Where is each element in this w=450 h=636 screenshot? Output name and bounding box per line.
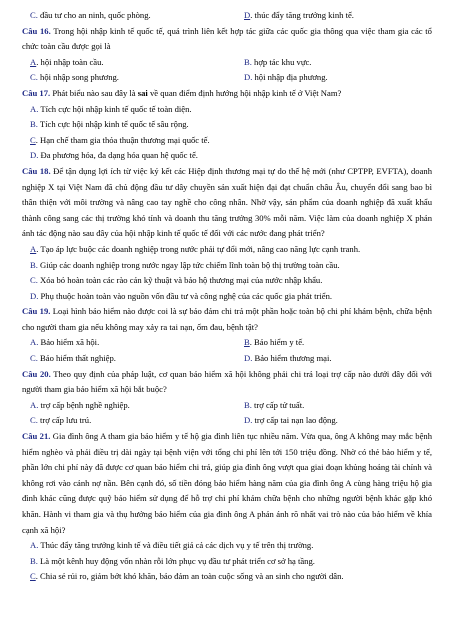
- option-c: C. Bảo hiểm thất nghiệp.: [30, 353, 116, 364]
- option-c: C. hội nhập song phương.: [30, 72, 119, 83]
- option-d: D. trợ cấp tai nạn lao động.: [244, 415, 338, 426]
- option-a: A. hội nhập toàn cầu.: [30, 56, 104, 67]
- option-a: A. trợ cấp bệnh nghề nghiệp.: [30, 399, 130, 410]
- question-21-option-b: B. Là một kênh huy động vốn nhàn rỗi lớn phục vụ đầu tư phát triển cơ sở hạ tầng.: [30, 555, 315, 566]
- question-20-options-ab: [22, 398, 432, 414]
- question-21-option-c: C. Chia sẻ rủi ro, giảm bớt khó khăn, bảo đảm an toàn cuộc sống và an sinh cho người dân.: [30, 571, 344, 582]
- question-18-option-a: A. Tạo áp lực buộc các doanh nghiệp trong nước phải tự đổi mới, nâng cao năng lực cạnh tranh.: [30, 243, 361, 254]
- question-18-option-d: D. Phụ thuộc hoàn toàn vào nguồn vốn đầu tư và công nghệ của các quốc gia phát triển.: [30, 290, 333, 301]
- option-d: D. thúc đẩy tăng trưởng kinh tế.: [244, 10, 354, 20]
- option-c: C. trợ cấp lưu trú.: [30, 415, 92, 426]
- question-17-option-a: A. Tích cực hội nhập kinh tế quốc tế toàn diện.: [30, 103, 192, 114]
- question-16-options-ab: [22, 55, 432, 71]
- document-page: [22, 8, 432, 585]
- question-17-option-b: B. Tích cực hội nhập kinh tế quốc tế sâu rộng.: [30, 119, 189, 130]
- question-16-options-cd: [22, 70, 432, 86]
- question-17-option-c: C. Hạn chế tham gia thỏa thuận thương mại quốc tế.: [30, 134, 210, 145]
- question-20-options-cd: [22, 413, 432, 429]
- option-b: B. hợp tác khu vực.: [244, 56, 312, 67]
- option-d: D. hội nhập địa phương.: [244, 72, 328, 83]
- prev-question-options-cd: [22, 8, 432, 24]
- question-18-option-b: B. Giúp các doanh nghiệp trong nước ngay lập tức chiếm lĩnh toàn bộ thị trường toàn cầu.: [30, 259, 340, 270]
- option-a: A. Bảo hiểm xã hội.: [30, 337, 100, 348]
- option-c: C. đầu tư cho an ninh, quốc phòng.: [30, 10, 151, 20]
- option-d: D. Bảo hiểm thương mại.: [244, 353, 332, 364]
- question-17-option-d: D. Đa phương hóa, đa dạng hóa quan hệ quốc tế.: [30, 150, 198, 161]
- question-21-stem: Câu 21. Gia đình ông A tham gia bảo hiểm y tế hộ gia đình liên tục nhiều năm. Vừa qua, ông A không may mắc bệnh hiểm nghèo và phải điều trị dài ngày tại bệnh viện với tổng chi phí lên tới 150 triệu đồng. Nhờ có thẻ bảo hiểm y tế, phần lớn chi phí này đã được cơ quan bảo hiểm chi trả, giúp gia đình ông vượt qua giai đoạn khủng hoảng tài chính và không rơi vào cảnh nợ nần. Bên cạnh đó, số tiền đóng bảo hiểm hàng năm của gia đình ông A cùng hàng triệu hộ gia đình khác cũng được quỹ bảo hiểm sử dụng để hỗ trợ chi phí khám chữa bệnh cho những người bệnh khác gặp khó khăn. Hành vi tham gia và thụ hưởng bảo hiểm của gia đình ông A phản ánh rõ nhất vai trò nào của bảo hiểm về khía cạnh xã hội?: [22, 431, 432, 535]
- question-19-stem: Câu 19. Loại hình bảo hiểm nào được coi là sự bảo đảm chi trả một phần hoặc toàn bộ chi phí khám bệnh, chữa bệnh cho người tham gia nếu không may xảy ra tai nạn, ốm đau, bệnh tật?: [22, 306, 432, 332]
- question-18-stem: Câu 18. Để tận dụng lợi ích từ việc ký kết các Hiệp định thương mại tự do thế hệ mới (như CPTPP, EVFTA), doanh nghiệp X tại Việt Nam đã chủ động đầu tư dây chuyền sản xuất hiện đại đạt chuẩn châu Âu, chuyển đổi sang bao bì thân thiện với môi trường và nâng cao tay nghề cho công nhân. Nhờ vậy, sản phẩm của doanh nghiệp đã xuất khẩu thành công sang các thị trường khó tính và doanh thu tăng trưởng 30% mỗi năm. Việc làm của doanh nghiệp X phản ánh tác động nào sau đây của hội nhập kinh tế quốc tế đối với các nước đang phát triển?: [22, 165, 432, 239]
- question-20-stem: Câu 20. Theo quy định của pháp luật, cơ quan bảo hiểm xã hội không phải chi trả loại trợ cấp nào dưới đây đối với người tham gia bảo hiểm xã hội bắt buộc?: [22, 368, 432, 395]
- question-18-option-c: C. Xóa bỏ hoàn toàn các rào cản kỹ thuật và bảo hộ thương mại của nước nhập khẩu.: [30, 275, 323, 286]
- option-b: B. trợ cấp tử tuất.: [244, 399, 305, 410]
- question-16-stem: Câu 16. Trong hội nhập kinh tế quốc tế, quá trình liên kết hợp tác giữa các quốc gia thông qua việc tham gia các tổ chức toàn cầu được gọi là: [22, 25, 432, 52]
- question-19-options-cd: [22, 351, 432, 367]
- question-21-option-a: A. Thúc đẩy tăng trưởng kinh tế và điều tiết giá cả các dịch vụ y tế trên thị trường.: [30, 540, 314, 551]
- question-19-options-ab: [22, 335, 432, 351]
- option-b: B. Bảo hiểm y tế.: [244, 337, 305, 348]
- question-17-stem: Câu 17. Phát biểu nào sau đây là sai về quan điểm định hướng hội nhập kinh tế ở Việt Nam?: [22, 87, 342, 98]
